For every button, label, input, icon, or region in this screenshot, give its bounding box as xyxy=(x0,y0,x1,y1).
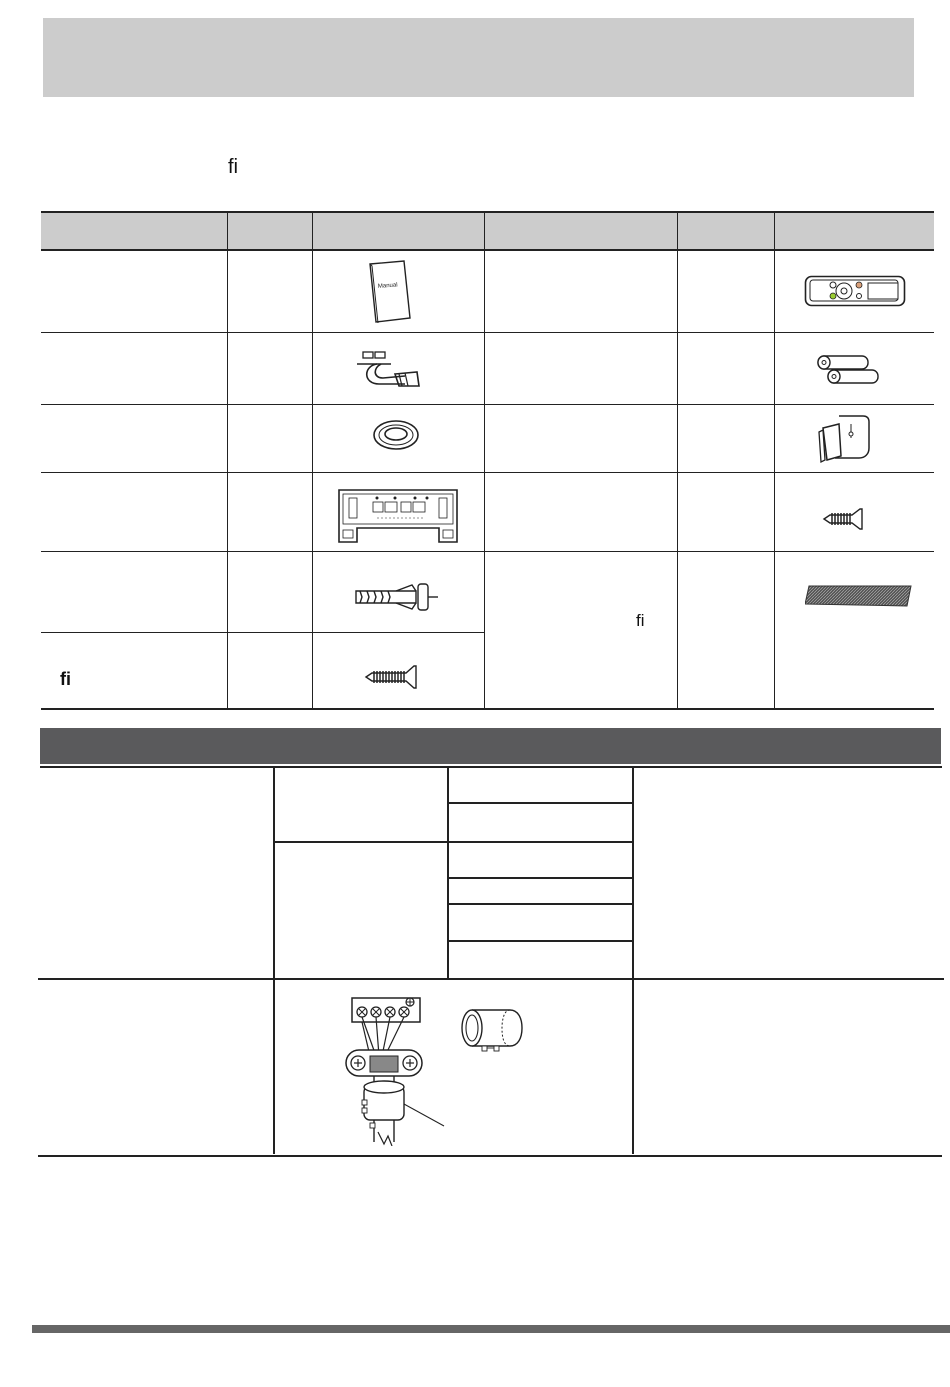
wall-anchor-icon xyxy=(352,582,442,617)
holder-screw-icon xyxy=(820,507,866,536)
table-rule xyxy=(484,212,485,709)
table-rule xyxy=(448,940,632,942)
manual-booklet-icon xyxy=(366,260,414,329)
footer-bar xyxy=(32,1325,950,1333)
magnetic-ring-icon xyxy=(458,1006,524,1059)
table-rule xyxy=(227,212,228,709)
manual-cover-label: Manual xyxy=(377,282,398,290)
section-header-bar xyxy=(40,728,941,764)
seal-ring-icon xyxy=(372,418,420,457)
table-rule xyxy=(447,766,449,978)
mounting-screw-icon xyxy=(364,664,420,695)
table-rule xyxy=(274,841,632,843)
table-rule xyxy=(273,766,275,1154)
table-rule xyxy=(41,708,934,710)
table-rule xyxy=(41,211,934,213)
batteries-icon xyxy=(808,352,882,393)
row-glyph: ﬁ xyxy=(60,669,71,689)
table-rule xyxy=(632,766,634,1154)
table-rule xyxy=(38,1155,942,1157)
mounting-plate-icon xyxy=(337,486,459,551)
intro-text: ﬁ xyxy=(228,156,238,178)
table-rule xyxy=(448,903,632,905)
table-rule xyxy=(677,212,678,709)
table-rule xyxy=(40,766,942,768)
table-rule xyxy=(41,249,934,251)
drain-joint-icon xyxy=(355,350,423,395)
table-rule xyxy=(448,877,632,879)
table-rule xyxy=(774,212,775,709)
table-rule xyxy=(41,632,484,633)
terminal-block-icon xyxy=(340,994,452,1151)
table-rule xyxy=(38,978,944,980)
row-glyph: ﬁ xyxy=(636,611,645,630)
table-rule xyxy=(41,404,934,405)
table-rule xyxy=(41,472,934,473)
filter-strip-icon xyxy=(805,584,913,613)
table-rule xyxy=(41,332,934,333)
table-rule xyxy=(448,802,632,804)
table-rule xyxy=(312,212,313,709)
table-header-row xyxy=(41,212,934,249)
table-rule xyxy=(41,551,934,552)
remote-control-icon xyxy=(804,275,906,312)
remote-holder-icon xyxy=(815,412,871,469)
header-banner xyxy=(43,18,914,97)
